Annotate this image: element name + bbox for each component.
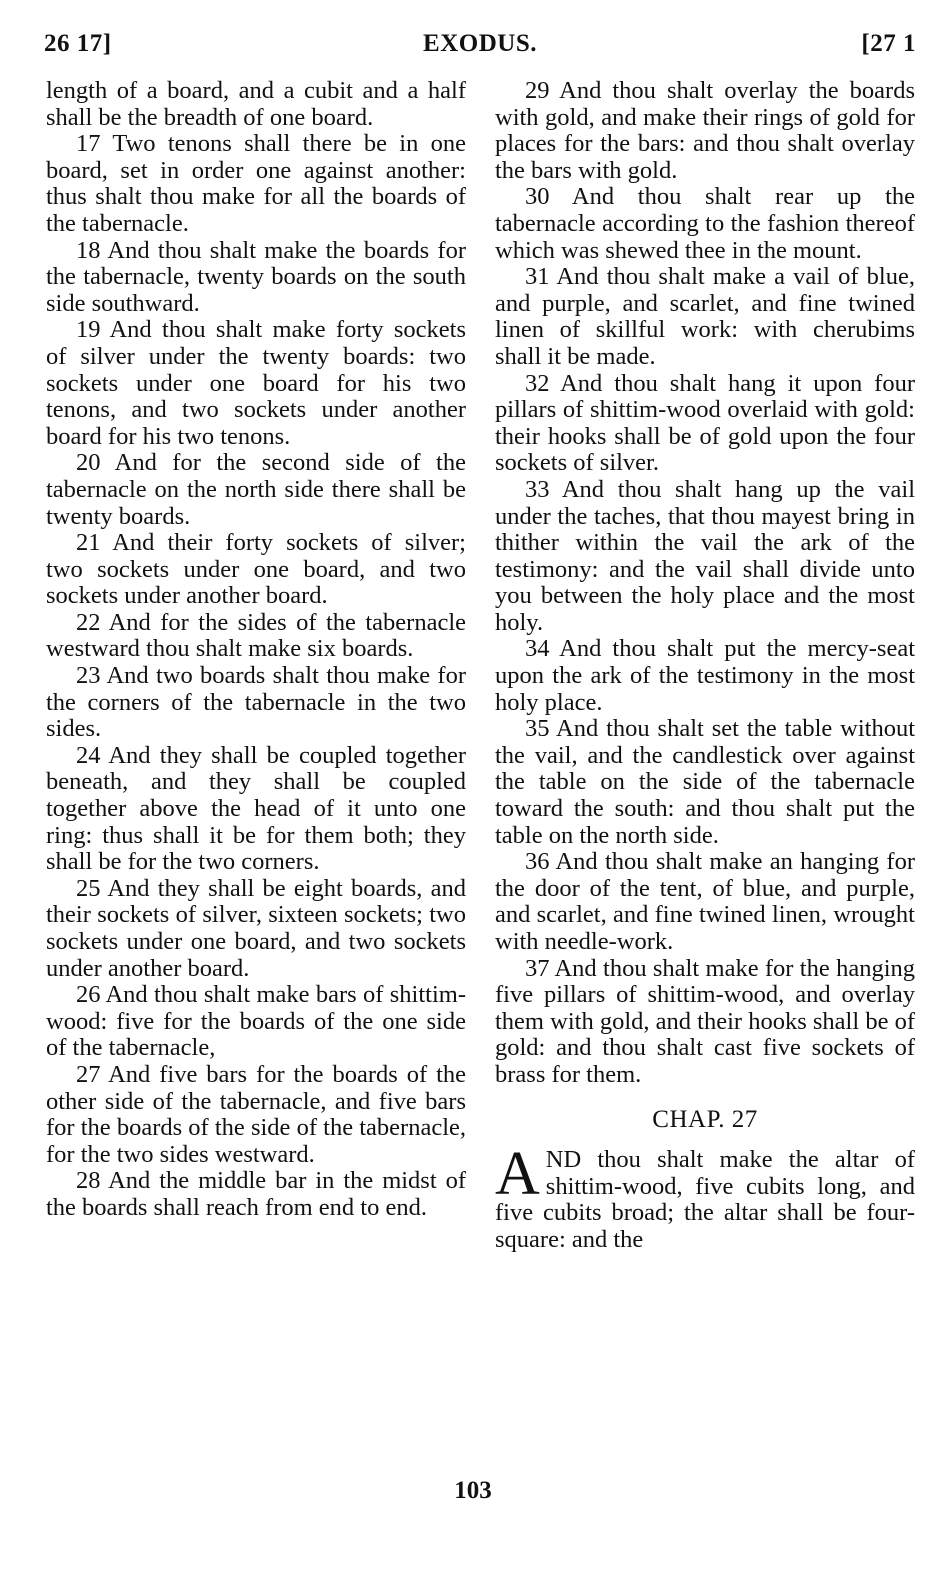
verse-31: 31 And thou shalt make a vail of blue, and purple, and scarlet, and fine twined linen of skillful work: with cherubims shall it be made.	[495, 263, 915, 370]
verse-33: 33 And thou shalt hang up the vail under the taches, that thou mayest bring in thither within the vail the ark of the testimony: and the vail shall divide unto you between the holy place and the most holy.	[495, 475, 915, 636]
verse-34: 34 And thou shalt put the mercy-seat upon the ark of the testimony in the most holy place.	[495, 635, 915, 716]
verse-17: 17 Two tenons shall there be in one board, set in order one against another: thus shalt thou make for all the boards of the tabernacle.	[46, 130, 466, 237]
page-number: 103	[454, 1477, 492, 1504]
chapter-27-verse-1	[495, 1140, 915, 1253]
verse-36: 36 And thou shalt make an hanging for the door of the tent, of blue, and purple, and scarlet, and fine twined linen, wrought with needle-work.	[495, 848, 915, 955]
verse-22: 22 And for the sides of the tabernacle westward thou shalt make six boards.	[46, 608, 466, 663]
running-head	[44, 30, 916, 64]
verse-21: 21 And their forty sockets of silver; two sockets under one board, and two sockets under another board.	[46, 529, 466, 610]
verse-20: 20 And for the second side of the tabernacle on the north side there shall be twenty boards.	[46, 449, 466, 530]
right-column	[495, 78, 915, 1254]
left-column	[46, 78, 466, 1222]
verse-24: 24 And they shall be coupled together beneath, and they shall be coupled together above the head of it unto one ring: thus shall it be for them both; they shall be for the two corners.	[46, 741, 466, 876]
verse-30: 30 And thou shalt rear up the tabernacle according to the fashion thereof which was shewed thee in the mount.	[495, 183, 915, 264]
chapter-27-verse-1-text: ND thou shalt make the altar of shittim-wood, five cubits long, and five cubits broad; the altar shall be four-square: and the	[495, 1146, 915, 1253]
drop-cap: A	[495, 1140, 540, 1209]
verse-28: 28 And the middle bar in the midst of the boards shall reach from end to end.	[46, 1167, 466, 1221]
verse-16-continued: length of a board, and a cubit and a half shall be the breadth of one board.	[46, 77, 466, 131]
chapter-heading: CHAP. 27	[652, 1105, 758, 1133]
verse-35: 35 And thou shalt set the table without the vail, and the candlestick over against the table on the side of the tabernacle toward the south: and thou shalt put the table on the north side.	[495, 715, 915, 849]
head-verse-range-start: 26 17]	[44, 30, 112, 57]
verse-18: 18 And thou shalt make the boards for the tabernacle, twenty boards on the south side southward.	[46, 236, 466, 317]
verse-19: 19 And thou shalt make forty sockets of silver under the twenty boards: two sockets under one board for his two tenons, and two sockets under another board for his two tenons.	[46, 316, 466, 450]
verse-32: 32 And thou shalt hang it upon four pillars of shittim-wood overlaid with gold: their hooks shall be of gold upon the four sockets of silver.	[495, 369, 915, 477]
verse-26: 26 And thou shalt make bars of shittim-wood: five for the boards of the one side of the tabernacle,	[46, 981, 466, 1062]
head-verse-range-end: [27 1	[861, 30, 916, 57]
verse-23: 23 And two boards shalt thou make for the corners of the tabernacle in the two sides.	[46, 662, 466, 743]
verse-25: 25 And they shall be eight boards, and their sockets of silver, sixteen sockets; two sockets under one board, and two sockets under another board.	[46, 874, 466, 982]
verse-37: 37 And thou shalt make for the hanging five pillars of shittim-wood, and overlay them with gold, and their hooks shall be of gold: and thou shalt cast five sockets of brass for them.	[495, 954, 915, 1088]
verse-27: 27 And five bars for the boards of the other side of the tabernacle, and five bars for the boards of the side of the tabernacle, for the two sides westward.	[46, 1060, 466, 1168]
verse-29: 29 And thou shalt overlay the boards with gold, and make their rings of gold for places for the bars: and thou shalt overlay the bars with gold.	[495, 77, 915, 184]
book-title: EXODUS.	[423, 30, 537, 57]
